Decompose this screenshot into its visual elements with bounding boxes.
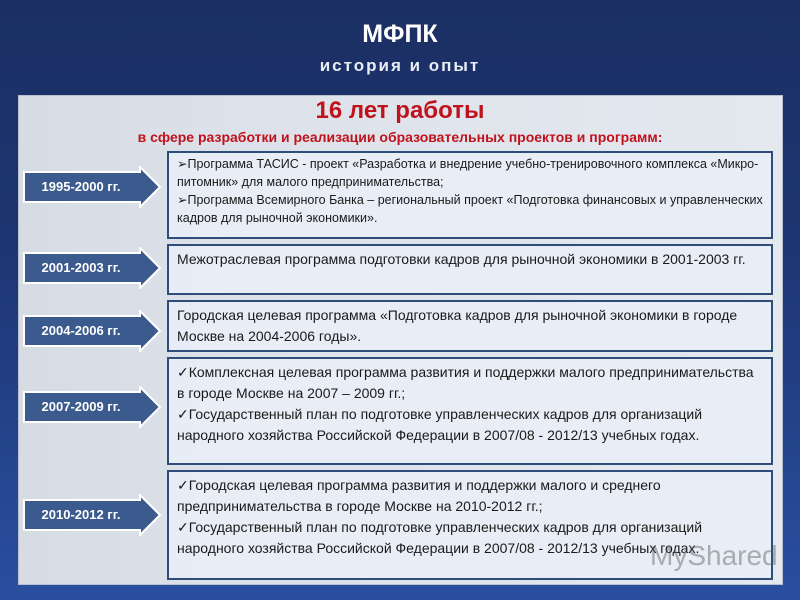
slide-title: МФПК — [362, 20, 438, 48]
period-label: 2007-2009 гг. — [41, 399, 121, 414]
slide-subtitle: история и опыт — [319, 56, 481, 75]
watermark: MyShared — [650, 540, 778, 571]
period-arrow-2001 — [22, 247, 162, 289]
list-item: ✓Комплексная целевая программа развития и поддержки малого предпринимательства в городе Москве на 2007 – 2009 гг.; — [177, 364, 754, 401]
list-item: ✓Государственный план по подготовке управленческих кадров для организаций народного хозяйства Российской Федерации в 2007/08 - 2012/13 учебных годах. — [177, 406, 703, 443]
period-label: 2001-2003 гг. — [41, 260, 121, 275]
list-item: Городская целевая программа «Подготовка кадров для рыночной экономики в городе Москве на 2004-2006 годы». — [177, 307, 738, 344]
list-item: ✓Государственный план по подготовке управленческих кадров для организаций народного хозяйства Российской Федерации в 2007/08 - 2012/13 учебных годах. — [177, 519, 703, 556]
list-item: ➢Программа ТАСИС - проект «Разработка и внедрение учебно-тренировочного комплекса «Микро-питомник» для малого предпринимательства; — [177, 157, 759, 189]
period-label: 1995-2000 гг. — [41, 179, 121, 194]
list-item: Межотраслевая программа подготовки кадров для рыночной экономики в 2001-2003 гг. — [177, 251, 746, 267]
timeline-box-2004 — [167, 300, 773, 352]
period-arrow-2007 — [22, 386, 162, 428]
list-item: ✓Городская целевая программа развития и поддержки малого и среднего предпринимательства в городе Москве на 2010-2012 гг.; — [177, 477, 661, 514]
list-item: ➢Программа Всемирного Банка – региональный проект «Подготовка финансовых и управленческих кадров для рыночной экономики». — [177, 193, 763, 225]
timeline-box-2001 — [167, 244, 773, 295]
period-arrow-2010 — [22, 494, 162, 536]
period-arrow-2004 — [22, 310, 162, 352]
panel-heading: 16 лет работы — [315, 97, 485, 124]
timeline-box-1995 — [167, 151, 773, 239]
period-label: 2010-2012 гг. — [41, 507, 121, 522]
panel-subheading: в сфере разработки и реализации образовательных проектов и программ: — [137, 129, 663, 145]
period-label: 2004-2006 гг. — [41, 323, 121, 338]
timeline-box-2007 — [167, 357, 773, 465]
period-arrow-1995 — [22, 166, 162, 208]
